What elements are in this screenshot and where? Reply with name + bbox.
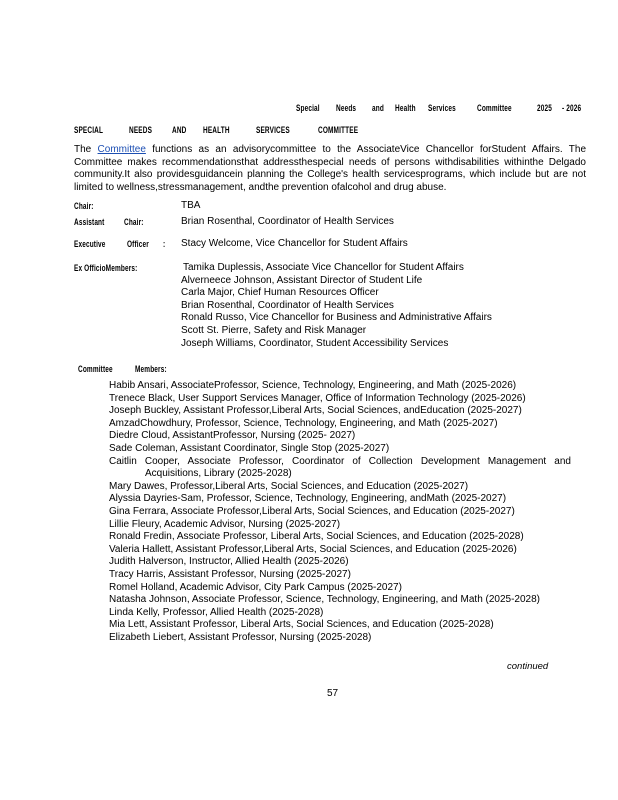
list-item: Elizabeth Liebert, Assistant Professor, Nursing (2025-2028)	[109, 631, 372, 643]
committee-link[interactable]: Committee	[97, 144, 146, 155]
ex-officio-list	[181, 262, 492, 350]
list-item: Diedre Cloud, AssistantProfessor, Nursing (2025- 2027)	[109, 430, 356, 442]
heading-word: SERVICES	[256, 125, 290, 135]
list-item: Trenece Black, User Support Services Manager, Office of Information Technology (2025-2026)	[109, 392, 526, 404]
chair-value: TBA	[181, 200, 201, 211]
list-item: Natasha Johnson, Associate Professor, Science, Technology, Engineering, and Math (2025-2028)	[109, 594, 541, 606]
heading-word: AND	[172, 125, 187, 135]
list-item: Mia Lett, Assistant Professor, Liberal Arts, Social Sciences, and Education (2025-2028)	[109, 619, 494, 631]
list-item: Alverneece Johnson, Assistant Director of Student Life	[181, 274, 423, 286]
page-number: 57	[327, 688, 339, 699]
header-word: and	[372, 103, 384, 113]
list-item: Joseph Williams, Coordinator, Student Accessibility Services	[181, 337, 449, 349]
list-item: Linda Kelly, Professor, Allied Health (2025-2028)	[109, 606, 324, 618]
heading-word: COMMITTEE	[318, 125, 359, 135]
list-item: Mary Dawes, Professor,Liberal Arts, Social Sciences, and Education (2025-2027)	[109, 480, 469, 492]
list-item: AmzadChowdhury, Professor, Science, Technology, Engineering, and Math (2025-2027)	[109, 417, 498, 429]
header-word: Services	[428, 103, 456, 113]
intro-text: functions as an advisorycommittee to the AssociateVice Chancellor forStudent Affairs. The Committee makes recommendationsthat addressthespecial needs of persons withdisabilities withinthe Delgado community.It also providesguidancein planning the College's health servicesprograms, which include but are not limited to wellness,stressmanagement, andthe prevention ofalcohol and drug abuse.	[74, 144, 587, 193]
list-item: Valeria Hallett, Assistant Professor,Liberal Arts, Social Sciences, and Education (2025-2026)	[109, 543, 517, 555]
list-item: Alyssia Dayries-Sam, Professor, Science, Technology, Engineering, andMath (2025-2027)	[109, 493, 507, 505]
list-item: Habib Ansari, AssociateProfessor, Science, Technology, Engineering, and Math (2025-2026)	[109, 380, 517, 391]
assistant-chair-value: Brian Rosenthal, Coordinator of Health Services	[181, 216, 394, 227]
executive-officer-label: Executive	[74, 239, 106, 249]
committee-members-list	[109, 380, 571, 644]
header-word: - 2026	[562, 103, 582, 113]
list-item: Ronald Fredin, Associate Professor, Liberal Arts, Social Sciences, and Education (2025-2028)	[109, 531, 524, 543]
committee-members-label: Committee	[78, 364, 113, 374]
list-item: Tracy Harris, Assistant Professor, Nursing (2025-2027)	[109, 568, 351, 580]
intro-prefix: The	[74, 144, 98, 155]
heading-word: SPECIAL	[74, 125, 104, 135]
header-word: Health	[395, 103, 416, 113]
list-item: Sade Coleman, Assistant Coordinator, Single Stop (2025-2027)	[109, 442, 390, 454]
executive-officer-value: Stacy Welcome, Vice Chancellor for Student Affairs	[181, 238, 408, 249]
heading-word: HEALTH	[203, 125, 230, 135]
continued-label: continued	[507, 661, 549, 672]
list-item: Ronald Russo, Vice Chancellor for Business and Administrative Affairs	[181, 312, 492, 324]
intro-paragraph	[74, 144, 586, 194]
header-word: Special	[296, 103, 320, 113]
committee-members-label: Members:	[135, 364, 167, 374]
list-item: Gina Ferrara, Associate Professor,Liberal Arts, Social Sciences, and Education (2025-2027)	[109, 505, 515, 517]
header-word: 2025	[537, 103, 552, 113]
list-item: Brian Rosenthal, Coordinator of Health Services	[181, 299, 394, 311]
ex-officio-label: Ex OfficioMembers:	[74, 263, 138, 273]
list-item: Scott St. Pierre, Safety and Risk Manager	[181, 324, 367, 336]
heading-word: NEEDS	[129, 125, 153, 135]
list-item: Judith Halverson, Instructor, Allied Health (2025-2026)	[109, 556, 349, 568]
chair-label: Chair:	[74, 201, 94, 211]
list-item: Caitlin Cooper, Associate Professor, Coordinator of Collection Development Management and Acquisitions, Library (2025-2028)	[109, 455, 571, 480]
list-item: Lillie Fleury, Academic Advisor, Nursing (2025-2027)	[109, 518, 341, 530]
list-item: Romel Holland, Academic Advisor, City Park Campus (2025-2027)	[109, 581, 402, 593]
header-word: Committee	[477, 103, 512, 113]
header-word: Needs	[336, 103, 357, 113]
list-item: Tamika Duplessis, Associate Vice Chancellor for Student Affairs	[183, 262, 464, 273]
executive-officer-label: :	[163, 239, 166, 249]
list-item: Carla Major, Chief Human Resources Officer	[181, 287, 379, 299]
assistant-chair-label: Assistant	[74, 217, 105, 227]
executive-officer-label: Officer	[127, 239, 149, 249]
assistant-chair-label: Chair:	[124, 217, 144, 227]
list-item: Joseph Buckley, Assistant Professor,Liberal Arts, Social Sciences, andEducation (2025-2027)	[109, 405, 522, 417]
